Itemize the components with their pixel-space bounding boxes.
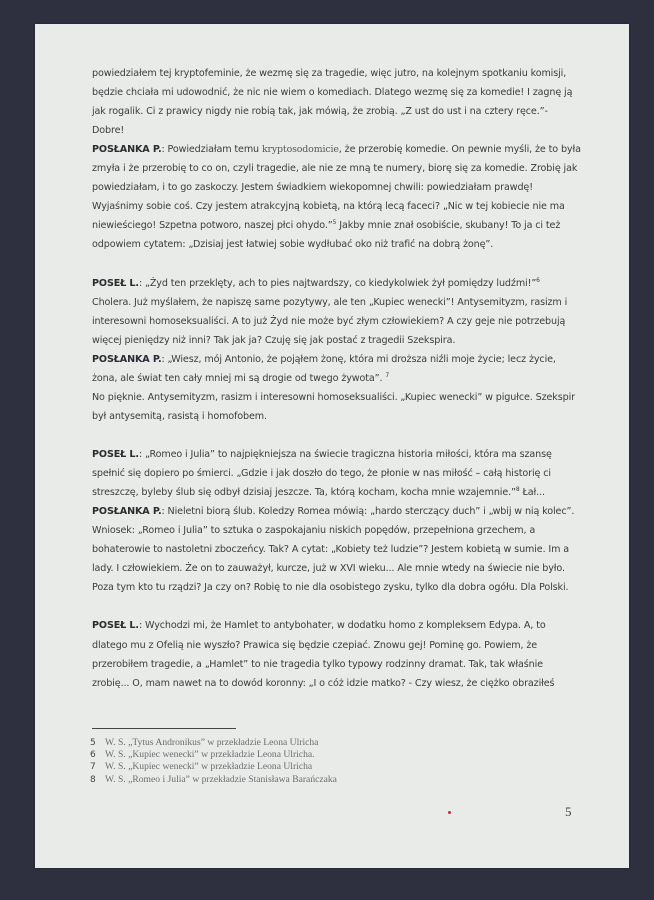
speaker-label: POSŁANKA P. [92,506,162,518]
text-segment: kryptosodomicie [261,144,339,156]
text-segment: Wyjaśnimy sobie coś. Czy jestem atrakcyjną kobietą, na którą lecą faceci? „Nic w tej kobiecie nie ma [92,201,565,213]
footnote-text: W. S. „Romeo i Julia” w przekładzie Stanisława Barańczaka [105,773,337,785]
text-segment: jak rogalik. Ci z prawicy nigdy nie robią tak, jak mówią, że zrobią. „Z ust do ust i na cztery ręce.”- [92,106,548,118]
speaker-label: POSŁANKA P. [92,353,162,365]
text-line [92,505,574,519]
text-segment: Jakby mnie znał osobiście, skubany! To ja ci też [336,220,561,232]
text-segment: No pięknie. Antysemityzm, rasizm i interesowni homoseksualiści. „Kupiec wenecki” w pigułce. Szekspir [92,391,575,403]
speaker-label: POSŁANKA P. [92,144,162,156]
footnote [90,737,318,749]
footnote-number: 6 [90,750,96,761]
speaker-label: POSEŁ L. [92,449,139,460]
text-segment: więcej pieniędzy niż inni? Tak jak ja? Czuję się jak postać z tragedii Szekspira. [92,334,456,346]
footnote-text: W. S. „Tytus Andronikus” w przekładzie Leona Ulricha [105,737,319,748]
text-segment: Cholera. Już myślałem, że napiszę same pozytywy, ale ten „Kupiec wenecki”! Antysemityzm, rasizm i [92,296,568,308]
footnote-divider [92,728,236,729]
footnote-ref: 5 [332,219,337,227]
text-line [92,67,566,81]
text-line [92,524,535,538]
text-segment: : Nieletni biorą ślub. Koledzy Romea mówią: „hardo sterczący duch” i „wbij w nią kolec”. [161,506,575,518]
text-line [92,410,267,424]
text-segment: spełnić się dopiero po śmierci. „Gdzie i jak doszło do tego, że płonie w nas miłość – całą historię ci [92,468,551,480]
text-segment: Łał... [519,487,545,499]
text-segment: : Wychodzi mi, że Hamlet to antybohater, w dodatku homo z kompleksem Edypa. A, to [138,620,546,632]
text-segment: zmyła i że przerobię to co on, czyli tragedie, ale nie ze mną te numery, biorę się za komedie. Zrobię jak [92,163,578,175]
text-segment: lady. I człowiekiem. Że on to zauważył, kurcze, już w XVI wieku... Ale mnie wtedy na świecie nie było. [92,563,565,575]
footnote-number: 7 [90,762,96,773]
footnote [90,761,312,773]
text-segment: będzie chciała mi udowodnić, że nic nie wiem o komediach. Dlatego wezmę się za komedie! I zagnę ją [92,87,573,99]
speaker-label: POSEŁ L. [92,620,139,632]
text-line [92,581,568,595]
text-segment: interesowni homoseksualiści. A to już Żyd nie może być złym człowiekiem? A czy geje nie potrzebują [92,315,566,327]
text-line [92,200,565,214]
text-segment: : „Romeo i Julia” to najpiękniejsza na świecie tragiczna historia miłości, która ma szansę [138,449,552,460]
text-segment: przerobiłem tragedie, a „Hamlet” to nie tragedia tylko typowy rodzinny dramat. Tak, tak właśnie [92,658,543,670]
text-segment: zrobię... O, mam nawet na to dowód koronny: „I o cóż idzie matko? - Czy wiesz, że ciężko obraziłeś [92,677,555,689]
text-line [92,86,572,100]
footnote-text: W. S. „Kupiec wenecki” w przekładzie Leona Ulricha. [105,749,315,761]
page-number: 5 [565,804,572,819]
red-mark [448,811,451,814]
text-segment: odpowiem cytatem: „Dzisiaj jest łatwiej sobie wydłubać oko niż trafić na dobrą żonę”. [92,239,494,251]
text-line [92,639,537,653]
text-line [92,105,548,119]
text-line [92,353,556,367]
text-line [92,658,543,672]
text-segment: , że przerobię komedie. On pewnie myśli, że to była [338,144,581,156]
document-page [35,24,629,868]
text-line [92,334,455,348]
text-line [92,486,545,500]
text-line [92,238,493,252]
text-line [92,124,124,138]
text-segment: Wniosek: „Romeo i Julia” to sztuka o zaspokajaniu niskich popędów, przepełniona grzechem, a [92,525,536,537]
text-line [92,181,533,195]
text-segment: : „Wiesz, mój Antonio, że pojąłem żonę, która mi droższa niźli moje życie; lecz życie, [161,353,556,365]
text-line [92,619,546,633]
text-segment: : Powiedziałam temu [161,144,262,156]
text-segment: dlatego mu z Ofelią nie wyszło? Prawica się będzie czepiać. Znowu gej! Pominę go. Powiem, że [92,639,538,651]
footnote-number: 8 [90,774,96,785]
text-line [92,677,554,691]
text-line [92,143,581,157]
text-segment: powiedziałem tej kryptofeminie, że wezmę się za tragedie, więc jutro, na kolejnym spotkaniu komisji, [92,68,567,79]
text-line [92,162,577,176]
text-line [92,277,540,291]
text-segment: powiedziałam, i to go zaskoczy. Jestem świadkiem wiekopomnej chwili: powiedziałam prawdę! [92,182,533,194]
text-line [92,467,551,481]
speaker-label: POSEŁ L. [92,277,139,289]
text-line [92,219,560,233]
text-line [92,543,569,557]
text-segment: bohaterowie to nastoletni zboczeńcy. Tak? A cytat: „Kobiety też ludzie”? Jestem kobietą w sumie. Im a [92,544,570,556]
footnote-number: 5 [90,738,96,748]
text-segment: żona, ale świat ten cały mniej mi są drogie od twego żywota”. [92,372,386,384]
text-segment: był antysemitą, rasistą i homofobem. [92,410,267,422]
footnote-ref: 8 [515,486,520,494]
footnote-text: W. S. „Kupiec wenecki” w przekładzie Leona Ulricha [105,761,313,773]
text-line [92,315,565,329]
text-line [92,562,565,576]
text-segment: Dobre! [92,125,125,137]
text-line [92,448,552,462]
text-segment: Poza tym kto tu rządzi? Ja czy on? Robię to nie dla osobistego zysku, tylko dla dobra ogółu. Dla Polski. [92,582,569,594]
footnote [90,749,315,761]
footnote-ref: 7 [385,371,390,379]
text-line [92,391,575,405]
footnote [90,774,337,786]
text-line [92,372,389,386]
text-segment: streszczę, byleby ślub się odbył dzisiaj jeszcze. Ta, którą kocham, kocha mnie wzajemnie.” [92,487,516,499]
text-segment: niewieściego! Szpetna potworo, naszej płci ohydo.” [92,220,333,232]
text-line [92,296,567,310]
text-segment: : „Żyd ten przeklęty, ach to pies najtwardszy, co kiedykolwiek żył pomiędzy ludźmi!” [138,277,537,289]
footnote-ref: 6 [536,276,540,284]
